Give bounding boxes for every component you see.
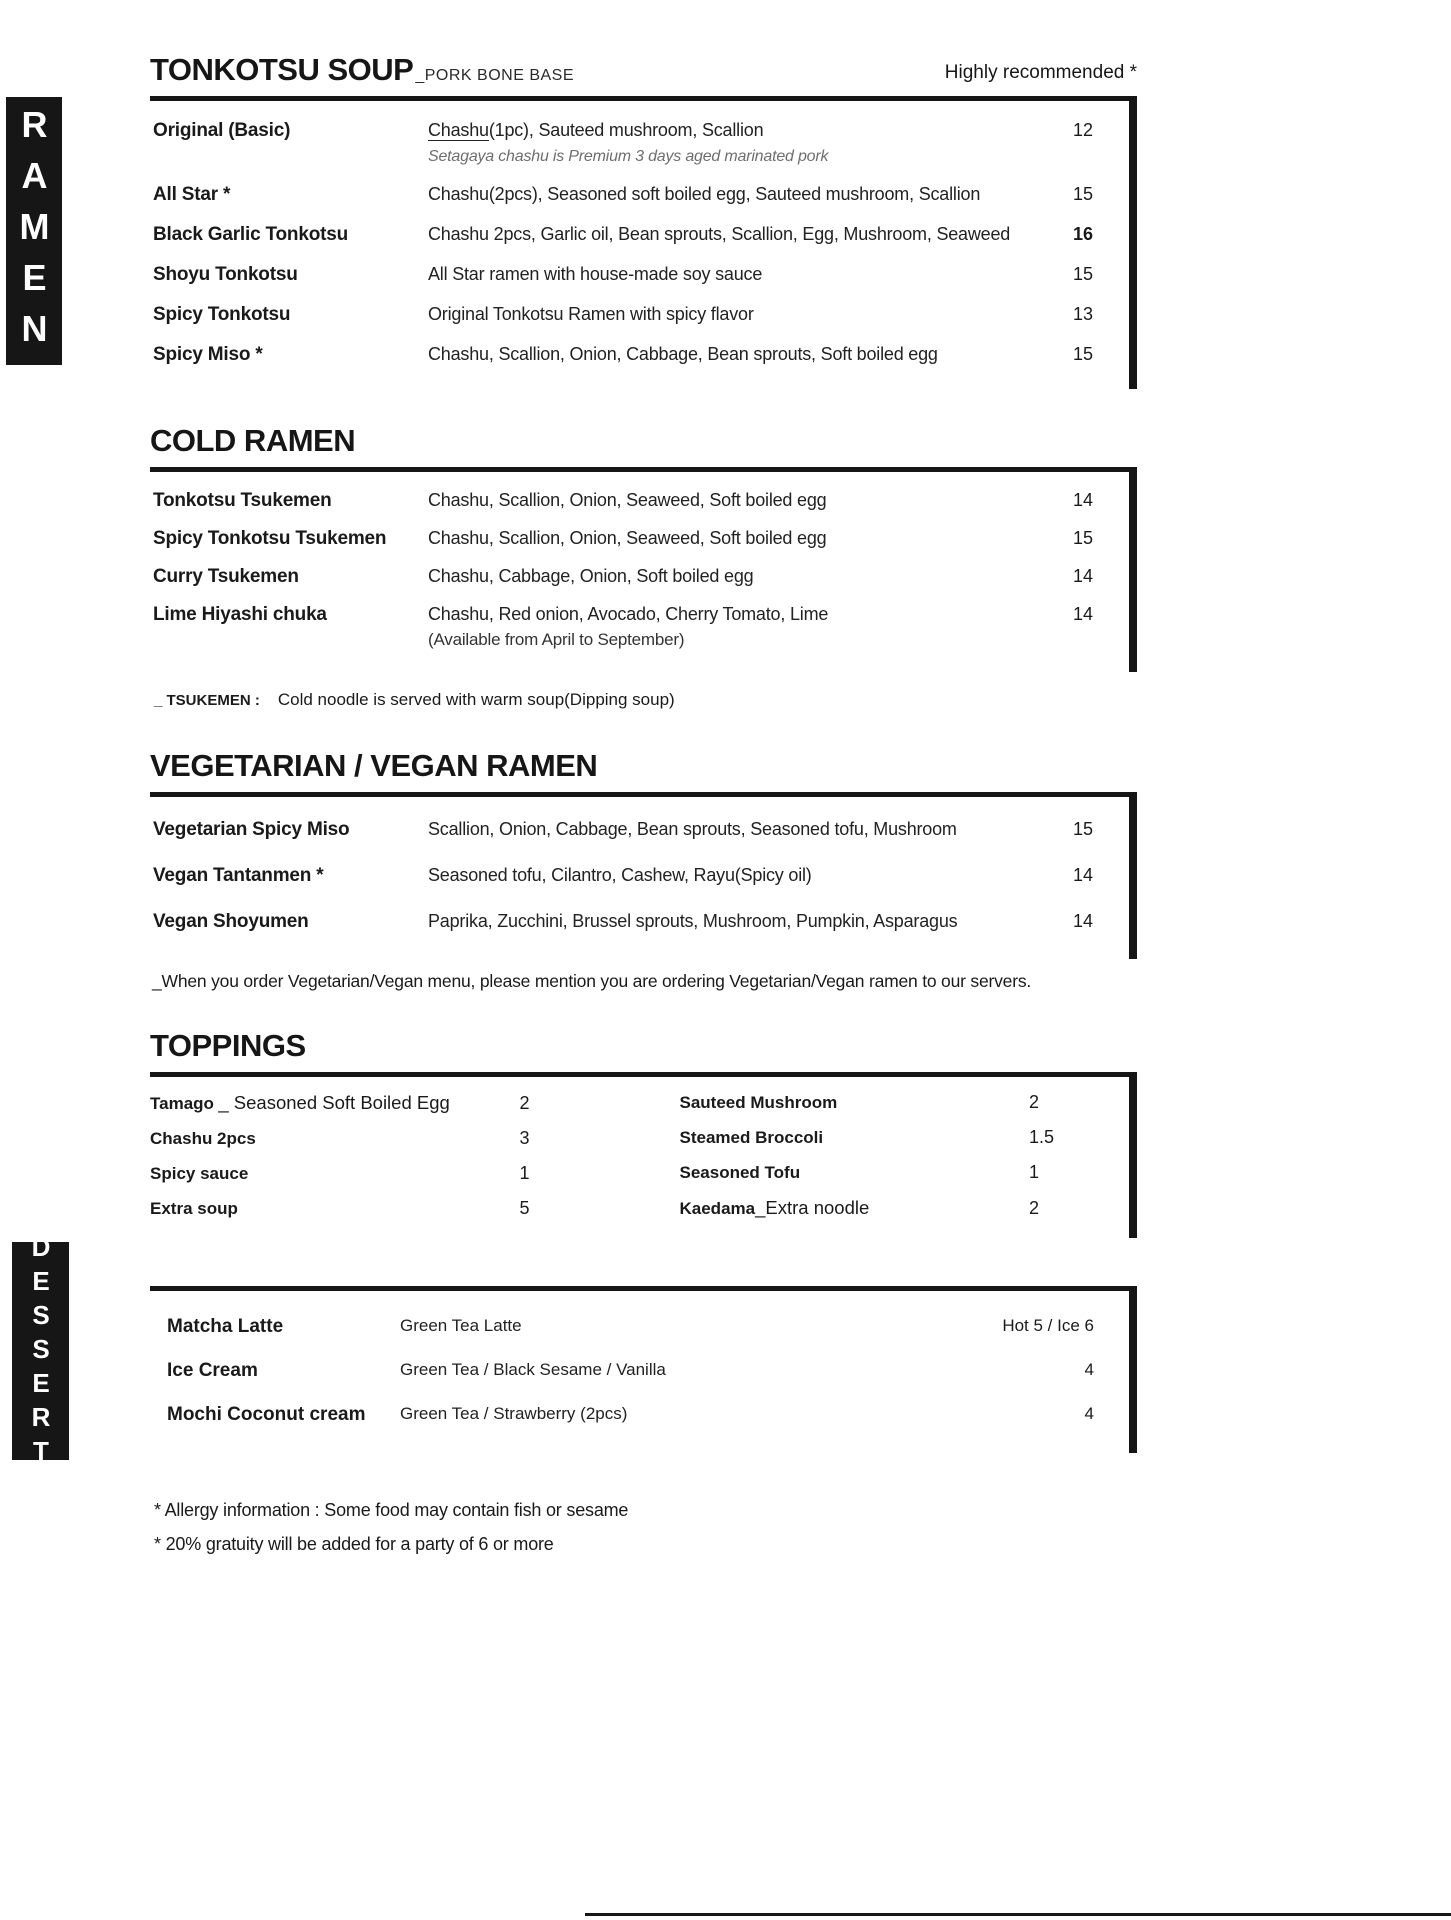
item-description: Green Tea Latte [400,1316,522,1335]
menu-item [150,1393,1129,1437]
menu-item [150,1305,1129,1349]
item-description [428,120,1051,166]
section-dessert [150,1286,1137,1453]
menu-item [150,807,1129,853]
item-availability-note: (Available from April to September) [428,630,685,649]
section-header [150,52,1137,88]
item-name: Shoyu Tonkotsu [153,264,298,285]
gratuity-note: * 20% gratuity will be added for a party of 6 or more [154,1534,554,1555]
item-description [428,604,1051,650]
allergy-note: * Allergy information : Some food may contain fish or sesame [154,1500,629,1520]
recommended-note: Highly recommended * [944,62,1137,83]
item-price: 14 [1073,566,1094,586]
item-description: Chashu, Scallion, Onion, Seaweed, Soft boiled egg [428,490,827,510]
section-header [150,748,1137,784]
item-name: All Star * [153,184,231,205]
item-description: Chashu(2pcs), Seasoned soft boiled egg, Sauteed mushroom, Scallion [428,184,981,204]
topping-price: 5 [519,1198,530,1218]
item-description: Chashu, Scallion, Onion, Seaweed, Soft boiled egg [428,528,827,548]
menu-item [150,596,1129,658]
item-name: Original (Basic) [153,120,291,141]
item-desc-rest: (1pc), Sauteed mushroom, Scallion [488,120,764,140]
menu-item [150,482,1129,520]
section-body [150,1072,1137,1238]
menu-page [150,52,1137,1561]
topping-item [680,1190,1110,1226]
item-description: Seasoned tofu, Cilantro, Cashew, Rayu(Spicy oil) [428,865,812,885]
vegetarian-footnote: _When you order Vegetarian/Vegan menu, please mention you are ordering Vegetarian/Vegan ramen to our servers. [152,971,1032,991]
section-body [150,792,1137,959]
menu-item [150,335,1129,375]
item-price: 14 [1073,490,1094,510]
menu-item [150,853,1129,899]
menu-item [150,215,1129,255]
topping-item [150,1191,600,1226]
topping-price: 2 [1029,1198,1040,1218]
item-name: Tonkotsu Tsukemen [153,490,332,511]
topping-name: Sauteed Mushroom [679,1093,838,1112]
topping-price: 1 [519,1163,530,1183]
item-description: All Star ramen with house-made soy sauce [428,264,763,284]
item-desc-underlined: Chashu [428,120,489,140]
section-title: VEGETARIAN / VEGAN RAMEN [150,748,598,783]
item-price: 15 [1073,184,1094,204]
item-name: Black Garlic Tonkotsu [153,224,349,245]
section-vegetarian-vegan [150,748,1137,992]
tsukemen-footnote-label: _ TSUKEMEN : [154,692,260,709]
menu-item [150,558,1129,596]
section-header [150,1028,1137,1064]
topping-name: Spicy sauce [150,1164,249,1183]
section-body [150,1286,1137,1453]
item-price: 12 [1073,120,1094,140]
section-cold-ramen [150,423,1137,710]
item-price: 14 [1073,911,1094,931]
item-name: Curry Tsukemen [153,566,299,587]
item-desc-text: Chashu, Red onion, Avocado, Cherry Tomato, Lime [428,604,829,624]
sidebar-tab-ramen: RAMEN [6,97,62,365]
topping-item [150,1121,600,1156]
topping-suffix: _Extra noodle [755,1197,870,1218]
tsukemen-footnote-text: Cold noodle is served with warm soup(Dipping soup) [277,690,675,709]
topping-price: 1 [1029,1162,1040,1182]
topping-price: 3 [519,1128,530,1148]
item-description: Original Tonkotsu Ramen with spicy flavor [428,304,754,324]
item-description: Chashu, Cabbage, Onion, Soft boiled egg [428,566,754,586]
section-title: TONKOTSU SOUP [150,52,414,87]
item-name: Vegan Shoyumen [153,911,309,932]
section-body [150,467,1137,672]
section-tonkotsu-soup [150,52,1137,389]
topping-name: Tamago [150,1094,214,1113]
item-description: Chashu 2pcs, Garlic oil, Bean sprouts, Scallion, Egg, Mushroom, Seaweed [428,224,1011,244]
topping-item [680,1120,1110,1155]
item-price: 15 [1073,528,1094,548]
item-name: Vegan Tantanmen * [153,865,324,886]
menu-item [150,520,1129,558]
topping-price: 1.5 [1029,1127,1055,1147]
item-description: Chashu, Scallion, Onion, Cabbage, Bean sprouts, Soft boiled egg [428,344,938,364]
topping-item [680,1085,1110,1120]
menu-item [150,175,1129,215]
section-subtitle: _PORK BONE BASE [415,67,575,84]
item-name: Spicy Miso * [153,344,263,365]
item-name: Lime Hiyashi chuka [153,604,327,625]
menu-item [150,255,1129,295]
topping-name: Steamed Broccoli [679,1128,824,1147]
topping-name: Seasoned Tofu [679,1163,801,1182]
item-name: Vegetarian Spicy Miso [153,819,350,840]
topping-price: 2 [519,1093,530,1113]
item-name: Spicy Tonkotsu Tsukemen [153,528,387,549]
topping-price: 2 [1029,1092,1040,1112]
item-description: Green Tea / Black Sesame / Vanilla [400,1360,666,1379]
topping-name: Extra soup [150,1199,238,1218]
menu-item [150,1349,1129,1393]
item-price: 4 [1084,1404,1094,1423]
menu-item [150,111,1129,175]
item-name: Ice Cream [167,1360,258,1381]
item-price: 14 [1073,604,1094,624]
item-note: Setagaya chashu is Premium 3 days aged marinated pork [428,148,829,165]
menu-item [150,899,1129,945]
footer-notes [150,1493,1137,1561]
item-description: Scallion, Onion, Cabbage, Bean sprouts, Seasoned tofu, Mushroom [428,819,957,839]
item-price: 16 [1073,224,1094,244]
section-body [150,96,1137,389]
item-price: 15 [1073,344,1094,364]
topping-item [150,1156,600,1191]
topping-item [150,1085,600,1121]
section-title: COLD RAMEN [150,423,356,458]
item-price: 4 [1084,1360,1094,1379]
item-description: Green Tea / Strawberry (2pcs) [400,1404,628,1423]
toppings-right-column [680,1085,1130,1226]
tsukemen-footnote [150,690,1137,710]
topping-item [680,1155,1110,1190]
topping-name: Chashu 2pcs [150,1129,256,1148]
topping-suffix: _ Seasoned Soft Boiled Egg [218,1092,450,1113]
topping-name: Kaedama [679,1199,756,1218]
item-price: 15 [1073,819,1094,839]
menu-item [150,295,1129,335]
item-price: 14 [1073,865,1094,885]
item-name: Matcha Latte [167,1316,284,1337]
section-title: TOPPINGS [150,1028,306,1063]
item-description: Paprika, Zucchini, Brussel sprouts, Mushroom, Pumpkin, Asparagus [428,911,958,931]
item-price: 15 [1073,264,1094,284]
bottom-rule [585,1913,1451,1916]
item-price: 13 [1073,304,1094,324]
toppings-left-column [150,1085,600,1226]
sidebar-tab-dessert: DESSERT [12,1242,69,1460]
item-name: Spicy Tonkotsu [153,304,291,325]
section-toppings [150,1028,1137,1238]
item-name: Mochi Coconut cream [167,1404,366,1425]
item-price: Hot 5 / Ice 6 [1002,1316,1094,1335]
section-header [150,423,1137,459]
